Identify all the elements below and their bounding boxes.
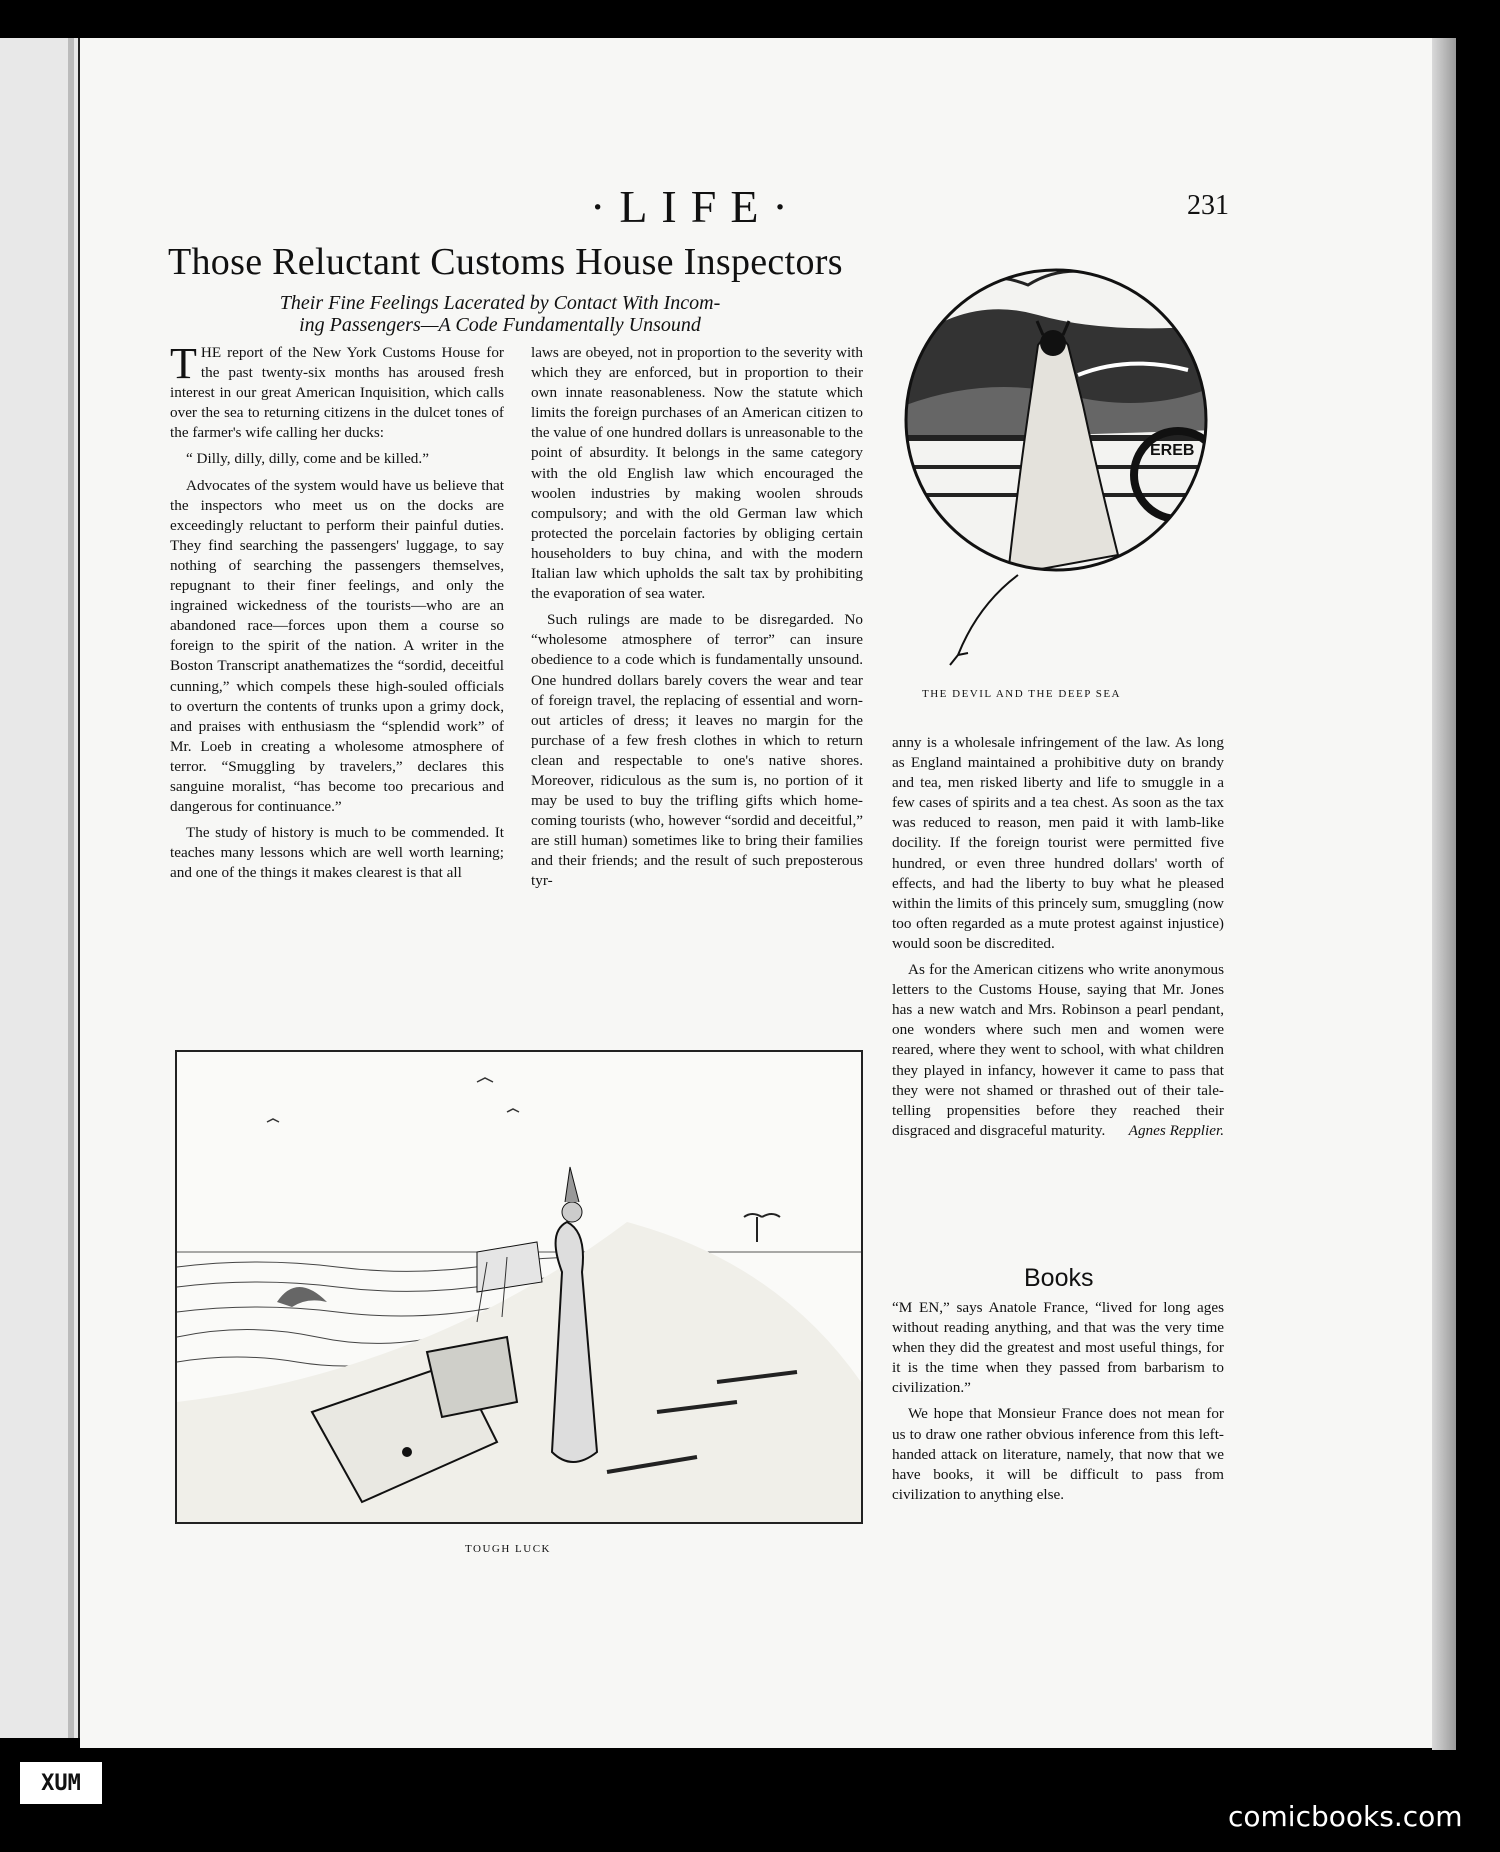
page-number: 231: [1187, 190, 1229, 221]
article-quote: “ Dilly, dilly, dilly, come and be killed.”: [186, 450, 429, 468]
subtitle-line-2: ing Passengers—A Code Fundamentally Unsound: [299, 314, 701, 336]
article-paragraph: As for the American citizens who write anonymous letters to the Customs House, saying that Mr. Jones has a new watch and Mrs. Robinson a pearl pendant, one wonders where such men and women were reared, where they went to school, with what children they played in infancy, however it came to pass that they were not shamed or thrashed out of their tale-telling propensities before they reached their disgraced and disgraceful maturity. Agnes Repplier.: [892, 960, 1224, 1141]
article-paragraph: Advocates of the system would have us believe that the inspectors who meet us on the docks are exceedingly reluctant to perform their painful duties. They find searching the passengers' luggage, to say nothing of searching the passengers themselves, repugnant to their finer feelings, and only the ingrained wickedness of the tourists—who are an abandoned race—forces upon them a course so foreign to the spirit of the nation. A writer in the Boston Transcript anathematizes the “sordid, deceitful cunning,” which compels these high-souled officials to overturn the contents of trunks upon a grimy dock, and praises with enthusiasm the “splendid work” of Mr. Loeb in creating a wholesome atmosphere of terror. “Smuggling by travelers,” declares this sanguine moralist, “has become too precarious and dangerous for continuance.”: [170, 476, 504, 816]
drop-cap: T: [170, 339, 197, 388]
lifebuoy-text: EREB: [1150, 442, 1195, 459]
left-page-edge: [0, 38, 80, 1738]
article-subtitle: [215, 292, 785, 336]
article-paragraph: THE report of the New York Customs House for the past twenty-six months has aroused fresh interest in our great American Inquisition, which calls over the sea to returning citizens in the dulcet tones of the farmer's wife calling her ducks:: [170, 339, 504, 442]
site-watermark: comicbooks.com: [1228, 1800, 1463, 1833]
books-section: [892, 1298, 1224, 1511]
article-paragraph: The study of history is much to be commended. It teaches many lessons which are well worth learning; and one of the things it makes clearest is that all: [170, 824, 504, 882]
devil-caption: THE DEVIL AND THE DEEP SEA: [922, 688, 1121, 700]
devil-drawing: [888, 255, 1224, 675]
article-column-3: [892, 733, 1224, 1147]
subtitle-line-1: Their Fine Feelings Lacerated by Contact With Incom-: [279, 292, 721, 314]
tough-luck-drawing: [177, 1052, 861, 1522]
devil-illustration: [888, 255, 1224, 675]
books-paragraph: We hope that Monsieur France does not mean for us to draw one rather obvious inference from this left-handed attack on literature, namely, that now that we have books, it will be difficult to pass from civilization to anything else.: [892, 1405, 1224, 1503]
author-signature: Agnes Repplier.: [1128, 1121, 1224, 1139]
masthead: ·LIFE·: [590, 181, 802, 232]
article-paragraph: anny is a wholesale infringement of the law. As long as England maintained a prohibitive duty on brandy and tea, men risked liberty and life to smuggle in a few cases of spirits and a tea chest. As soon as the tax was reduced to reason, men paid it with lamb-like docility. If the foreign tourist were permitted five hundred, or even three hundred dollars' worth of effects, and had the liberty to buy what he pleased within the limits of this princely sum, smuggling (now too often regarded as a mute protest against injustice) would soon be discredited.: [892, 734, 1224, 952]
article-paragraph: Such rulings are made to be disregarded. No “wholesome atmosphere of terror” can insure obedience to a code which is fundamentally unsound. One hundred dollars barely covers the wear and tear of foreign travel, the replacing of essential and worn-out articles of dress; it leaves no margin for the purchase of a few fresh clothes in which to return clean and respectable to one's native shores. Moreover, ridiculous as the sum is, no portion of it may be used to buy the trifling gifts which home-coming tourists (who, however “sordid and deceitful,” are still human) sometimes like to bring their families and their friends; and the result of such preposterous tyr-: [531, 611, 863, 890]
right-page-edge: [1432, 38, 1456, 1750]
article-paragraph: laws are obeyed, not in proportion to the severity with which they are enforced, but in proportion to their own innate reasonableness. Now the statute which limits the foreign purchases of an American citizen to the value of one hundred dollars is unreasonable to the point of absurdity. It belongs in the same category with the old English law which encouraged the woolen industries by making woolen shrouds compulsory; and with the old German law which protected the porcelain factories by obliging certain householders to buy china, and with the modern Italian law which upholds the salt tax by prohibiting the evaporation of sea water.: [531, 344, 863, 603]
article-title: Those Reluctant Customs House Inspectors: [168, 241, 843, 283]
books-paragraph: “M EN,” says Anatole France, “lived for long ages without reading anything, and that was the very time when they did the greatest and most useful things, for it is the time when they passed from barbarism to civilization.”: [892, 1299, 1224, 1397]
tough-luck-caption: TOUGH LUCK: [465, 1543, 551, 1555]
tough-luck-illustration: [175, 1050, 863, 1524]
source-tag: XUM: [18, 1760, 104, 1806]
article-column-1: [170, 339, 504, 889]
article-column-2: [531, 343, 863, 898]
books-heading: Books: [1024, 1264, 1094, 1292]
